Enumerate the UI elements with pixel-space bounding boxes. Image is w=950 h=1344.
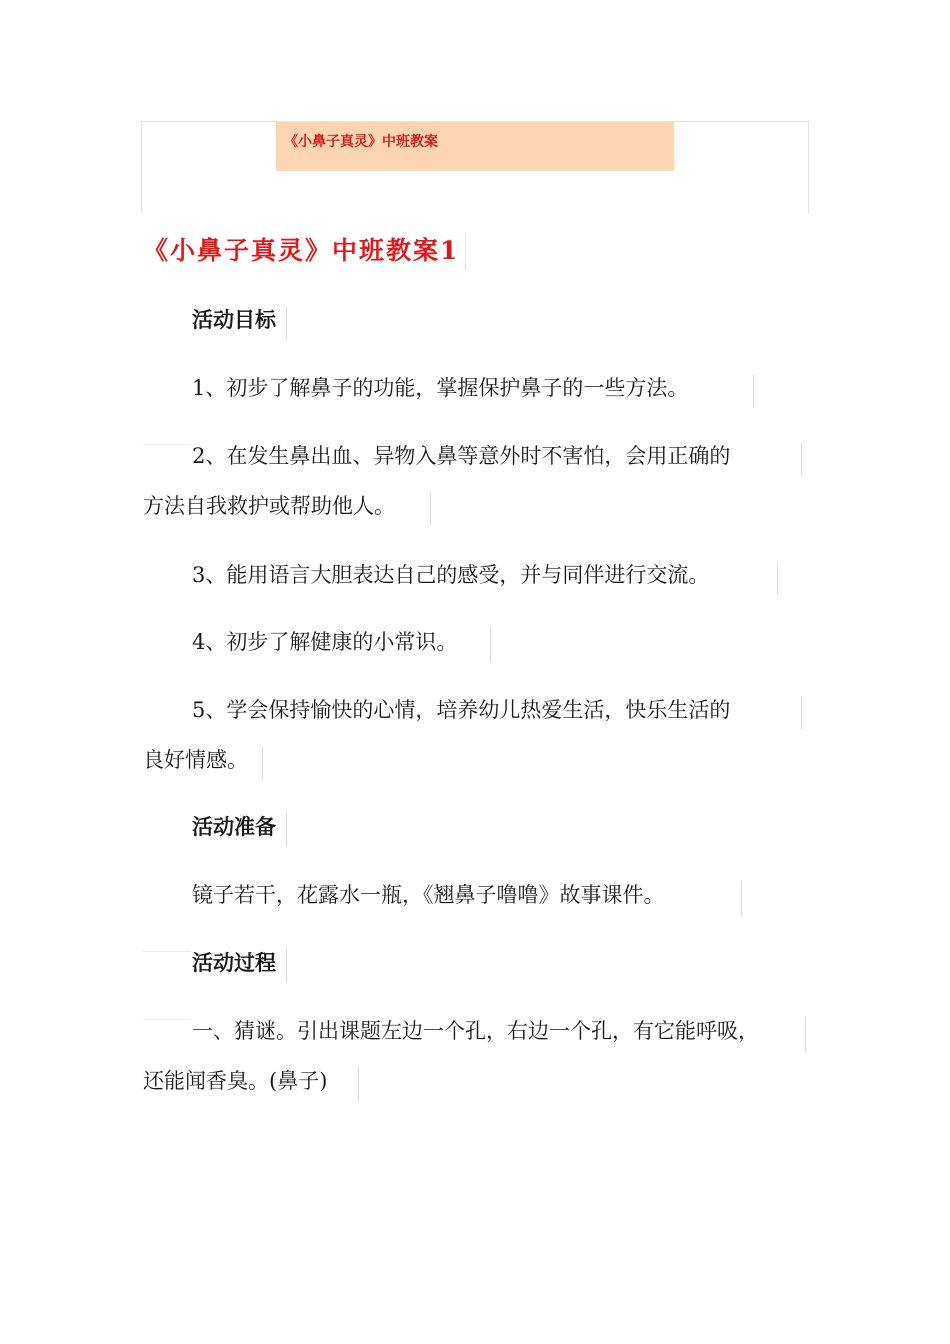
text-rule	[143, 444, 191, 445]
goal-item-5-line-2: 良好情感。	[143, 748, 248, 772]
goal-item-1: 1、初步了解鼻子的功能，掌握保护鼻子的一些方法。	[192, 376, 689, 400]
process-step-1-line-1: 一、猜谜。引出课题左边一个孔，右边一个孔，有它能呼吸，	[192, 1019, 759, 1043]
process-step-1-line-2: 还能闻香臭。(鼻子)	[143, 1069, 328, 1093]
text-edge	[358, 1067, 359, 1101]
text-edge	[805, 1017, 806, 1051]
preparation-text: 镜子若干，花露水一瓶，《翘鼻子噜噜》故事课件。	[192, 883, 665, 907]
text-edge	[430, 492, 431, 526]
text-edge	[286, 813, 287, 847]
text-rule	[143, 951, 191, 952]
text-edge	[753, 374, 754, 408]
text-rule	[143, 1019, 191, 1020]
document-title: 《小鼻子真灵》中班教案1	[143, 232, 466, 270]
goal-item-3: 3、能用语言大胆表达自己的感受，并与同伴进行交流。	[192, 563, 710, 587]
header-banner-text: 《小鼻子真灵》中班教案	[284, 134, 438, 150]
section-heading-process: 活动过程	[192, 951, 276, 975]
text-edge	[262, 746, 263, 780]
goal-item-2-line-2: 方法自我救护或帮助他人。	[143, 494, 395, 518]
text-edge	[801, 696, 802, 730]
text-edge	[286, 306, 287, 340]
text-edge	[741, 881, 742, 915]
goal-item-2-line-1: 2、在发生鼻出血、异物入鼻等意外时不害怕，会用正确的	[192, 444, 731, 468]
text-edge	[490, 628, 491, 662]
section-heading-preparation: 活动准备	[192, 815, 276, 839]
text-edge	[801, 442, 802, 476]
text-edge	[286, 949, 287, 983]
goal-item-5-line-1: 5、学会保持愉快的心情，培养幼儿热爱生活，快乐生活的	[192, 698, 731, 722]
section-heading-goals: 活动目标	[192, 308, 276, 332]
goal-item-4: 4、初步了解健康的小常识。	[192, 630, 458, 654]
text-edge	[777, 561, 778, 595]
